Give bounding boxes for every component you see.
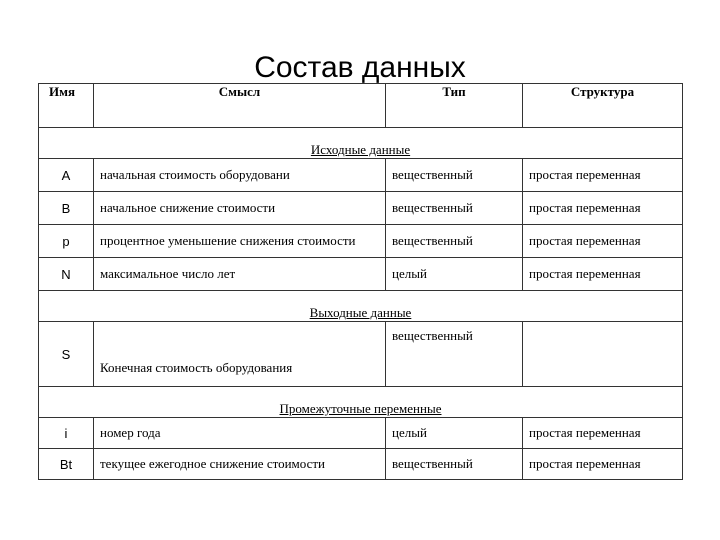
cell-structure: простая переменная <box>523 418 683 449</box>
cell-meaning: начальная стоимость оборудовани <box>94 159 386 192</box>
section-row-output <box>39 291 683 322</box>
table-row <box>39 225 683 258</box>
cell-type: вещественный <box>386 449 523 480</box>
cell-meaning: максимальное число лет <box>94 258 386 291</box>
section-output-label: Выходные данные <box>309 305 412 320</box>
cell-type: вещественный <box>386 192 523 225</box>
table-row <box>39 322 683 387</box>
cell-meaning: Конечная стоимость оборудования <box>94 322 386 387</box>
cell-id: S <box>39 322 94 387</box>
section-row-intermediate <box>39 387 683 418</box>
cell-structure: простая переменная <box>523 192 683 225</box>
header-type: Тип <box>386 84 523 128</box>
section-intermediate-label: Промежуточные переменные <box>279 401 442 416</box>
data-composition-table <box>38 83 683 480</box>
cell-type: вещественный <box>386 322 523 387</box>
cell-id: Bt <box>39 449 94 480</box>
cell-structure: простая переменная <box>523 159 683 192</box>
cell-id: N <box>39 258 94 291</box>
cell-id: i <box>39 418 94 449</box>
header-meaning: Смысл <box>94 84 386 128</box>
cell-id: B <box>39 192 94 225</box>
table-header-row <box>39 84 683 128</box>
table-row <box>39 159 683 192</box>
table-row <box>39 449 683 480</box>
header-structure: Структура <box>523 84 683 128</box>
table-row <box>39 418 683 449</box>
page-title: Состав данных <box>254 51 466 84</box>
cell-type: вещественный <box>386 225 523 258</box>
cell-meaning: текущее ежегодное снижение стоимости <box>94 449 386 480</box>
cell-id: p <box>39 225 94 258</box>
cell-type: вещественный <box>386 159 523 192</box>
cell-structure: простая переменная <box>523 225 683 258</box>
cell-type: целый <box>386 418 523 449</box>
section-row-input <box>39 128 683 159</box>
cell-meaning: начальное снижение стоимости <box>94 192 386 225</box>
cell-meaning: процентное уменьшение снижения стоимости <box>94 225 386 258</box>
cell-type: целый <box>386 258 523 291</box>
cell-id: A <box>39 159 94 192</box>
cell-meaning: номер года <box>94 418 386 449</box>
table-row <box>39 192 683 225</box>
cell-structure: простая переменная <box>523 449 683 480</box>
cell-structure <box>523 322 683 387</box>
header-name: Имя <box>39 84 94 128</box>
section-input-label: Исходные данные <box>310 142 411 157</box>
table-row <box>39 258 683 291</box>
cell-structure: простая переменная <box>523 258 683 291</box>
